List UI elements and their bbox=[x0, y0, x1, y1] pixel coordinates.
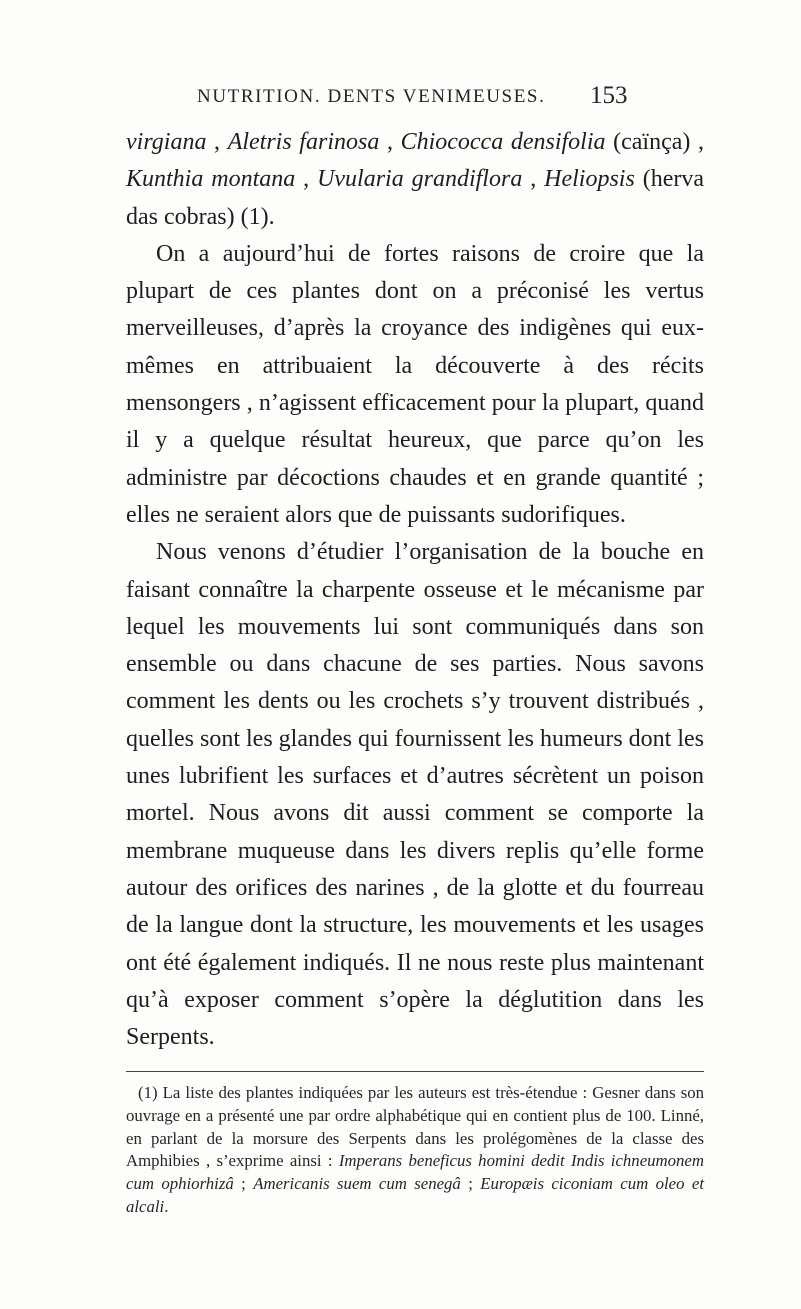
footnote-1 bbox=[126, 1082, 704, 1219]
text-run: , bbox=[522, 166, 545, 193]
paragraph-deglutition: Nous venons d’étudier l’organisation de la bouche en faisant connaître la charpente osseuse et le mécanisme par lequel les mouvements lui sont communiqués dans son ensemble ou dans chacune de ses parties. Nous savons comment les dents ou les crochets s’y trouvent distribués , quelles sont les glandes qui fournissent les humeurs dont les unes lubrifient les surfaces et d’autres sécrètent un poison mortel. Nous avons dit aussi comment se comporte la membrane muqueuse dans les divers replis qu’elle forme autour des orifices des narines , de la glotte et du fourreau de la langue dont la structure, les mouvements et les usages ont été également indiqués. Il ne nous reste plus maintenant qu’à exposer comment s’opère la déglutition dans les Serpents. bbox=[126, 539, 704, 1051]
latin-quote: Imperans beneficus homini dedit Indis ichneumonem cum ophiorhizâ bbox=[126, 1151, 705, 1194]
plant-name: Kunthia montana bbox=[126, 166, 296, 193]
paragraph-sudorifics: On a aujourd’hui de fortes raisons de croire que la plupart de ces plantes dont on a préconisé les vertus merveilleuses, d’après la croyance des indigènes qui eux-mêmes en attribuaient la découverte à des récits mensongers , n’agissent efficacement pour la plupart, quand il y a quelque résultat heureux, que parce qu’on les administre par décoctions chaudes et en grande quantité ; elles ne seraient alors que de puissants sudorifiques. bbox=[126, 240, 704, 528]
plant-name: Heliopsis bbox=[544, 166, 635, 193]
body-text bbox=[126, 124, 704, 1056]
text-run: . bbox=[164, 1196, 169, 1216]
text-run: , bbox=[206, 129, 228, 155]
latin-quote: Americanis suem cum senegâ bbox=[253, 1174, 461, 1194]
text-run: , bbox=[295, 166, 318, 193]
latin-quote: Europæis ciconiam cum oleo et alcali bbox=[126, 1174, 704, 1216]
running-title: NUTRITION. DENTS VENIMEUSES. bbox=[197, 86, 546, 107]
text-run: ; bbox=[233, 1174, 254, 1194]
text-run: (caïnça) , bbox=[605, 129, 705, 155]
text-run: ; bbox=[460, 1174, 481, 1194]
plant-name: virgiana bbox=[126, 129, 207, 155]
running-head bbox=[0, 82, 801, 116]
text-run: , bbox=[379, 129, 401, 155]
paragraph-plant-list bbox=[126, 124, 704, 236]
footnote-rule bbox=[126, 1071, 704, 1072]
plant-name: Chiococca densifolia bbox=[400, 129, 606, 155]
text-run: (herva das cobras) (1). bbox=[126, 166, 704, 230]
text-run: (1) La liste des plantes indiquées par les auteurs est très-étendue : Gesner dans son ouvrage en a présenté une par ordre alphabétique qui en contient plus de 100. Linné, en parlant de la morsure des Serpents dans les prolégomènes de la classe des Amphibies , s’exprime ainsi : bbox=[126, 1083, 704, 1171]
plant-name: Aletris farinosa bbox=[227, 129, 380, 155]
plant-name: Uvularia grandiflora bbox=[317, 166, 523, 193]
page-number: 153 bbox=[590, 82, 628, 109]
footnotes bbox=[126, 1082, 704, 1219]
